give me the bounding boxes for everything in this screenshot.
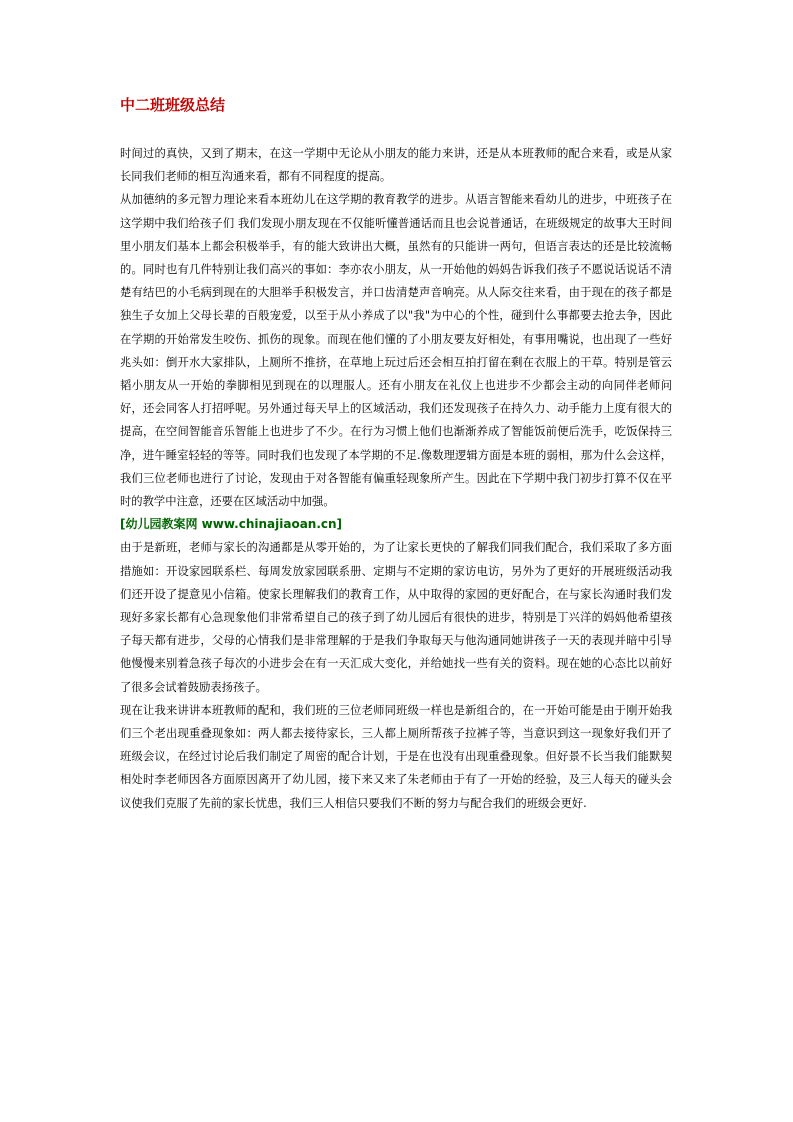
site-link[interactable]: [幼儿园教案网 www.chinajiaoan.cn] bbox=[120, 517, 343, 532]
paragraph-progress: 从加德纳的多元智力理论来看本班幼儿在这学期的教育教学的进步。从语言智能来看幼儿的进步，中班孩子在这学期中我们给孩子们 我们发现小朋友现在不仅能听懂普通话而且也会说普通话，在班级规定的故事大王时间里小朋友们基本上都会积极举手，有的能大致讲出大概，虽然有的只能讲一两句，但语言表达的还是比较流畅的。同时也有几件特别让我们高兴的事如：李亦农小朋友，从一开始他的妈妈告诉我们孩子不愿说话说话不清楚有结巴的小毛病到现在的大胆举手积极发言，并口齿清楚声音响亮。从人际交往来看，由于现在的孩子都是独生子女加上父母长辈的百般宠爱，以至于从小养成了以"我"为中心的个性，碰到什么事都要去抢去争，因此在学期的开始常发生咬伤、抓伤的现象。而现在他们懂的了小朋友要友好相处，有事用嘴说，也出现了一些好兆头如：倒开水大家排队，上厕所不推挤，在草地上玩过后还会相互拍打留在剩在衣服上的干草。特别是管云韬小朋友从一开始的拳脚相见到现在的以理服人。还有小朋友在礼仪上也进步不少都会主动的向同伴老师问好，还会同客人打招呼呢。另外通过每天早上的区域活动，我们还发现孩子在持久力、动手能力上度有很大的提高，在空间智能音乐智能上也进步了不少。在行为习惯上他们也渐渐养成了智能饭前便后洗手，吃饭保持三净，进午睡室轻轻的等等。同时我们也发现了本学期的不足.像数理逻辑方面是本班的弱相，那为什么会这样，我们三位老师也进行了讨论，发现由于对各智能有偏重轻现象所产生。因此在下学期中我门初步打算不仅在平时的教学中注意，还要在区域活动中加强。 bbox=[120, 193, 672, 509]
document-page bbox=[120, 94, 672, 815]
paragraph-parents: 由于是新班，老师与家长的沟通都是从零开始的，为了让家长更快的了解我们同我们配合，我们采取了多方面措施如：开设家园联系栏、每周发放家园联系册、定期与不定期的家访电访，另外为了更好的开展班级活动我们还开设了提意见小信箱。使家长理解我们的教育工作，从中取得的家园的更好配合，在与家长沟通时我们发现好多家长都有心急现象他们非常希望自己的孩子到了幼儿园后有很快的进步，特别是丁兴洋的妈妈他希望孩子每天都有进步，父母的心情我们是非常理解的于是我们争取每天与他沟通同她讲孩子一天的表现并暗中引导他慢慢来别着急孩子每次的小进步会在有一天汇成大变化，并给她找一些有关的资料。现在她的心态比以前好了很多会试着鼓励表扬孩子。 bbox=[120, 541, 672, 694]
paragraph-intro: 时间过的真快，又到了期末，在这一学期中无论从小朋友的能力来讲，还是从本班教师的配合来看，或是从家长同我们老师的相互沟通来看，都有不同程度的提高。 bbox=[120, 147, 672, 184]
paragraph-teachers: 现在让我来讲讲本班教师的配和，我们班的三位老师同班级一样也是新组合的，在一开始可能是由于刚开始我们三个老出现重叠现象如：两人都去接待家长，三人都上厕所帮孩子拉裤子等，当意识到这一现象好我们开了班级会议，在经过讨论后我们制定了周密的配合计划，于是在也没有出现重叠现象。但好景不长当我们能默契相处时李老师因各方面原因离开了幼儿园，接下来又来了朱老师由于有了一开始的经验，及三人每天的碰头会议使我们克服了先前的家长忧患，我们三人相信只要我们不断的努力与配合我们的班级会更好. bbox=[120, 703, 672, 810]
document-title: 中二班班级总结 bbox=[120, 96, 226, 114]
